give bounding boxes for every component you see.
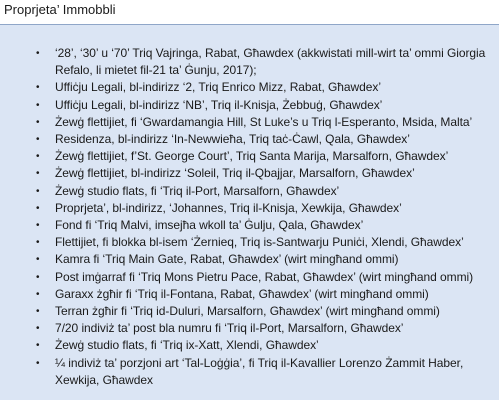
bullet-icon: • [36,323,40,335]
bullet-icon: • [36,185,40,197]
property-item-text: ¼ indiviż ta’ porzjoni art ‘Tal-Loġġia’, fi Triq il-Kavallier Lorenzo Żammit Haber, Xewkija, Għawdex [55,355,464,387]
property-list-item [36,79,492,96]
property-list-item [36,251,492,268]
bullet-icon: • [36,306,40,318]
bullet-icon: • [36,202,40,214]
property-item-text: Żewġ flettijiet, bl-indirizz ‘Soleil, Triq il-Qbajjar, Marsalforn, Għawdex’ [55,166,415,181]
property-item-text: Uffiċju Legali, bl-indirizz ‘NB’, Triq il-Knisja, Żebbuġ, Għawdex’ [55,97,383,112]
property-item-text: 7/20 indiviż ta’ post bla numru fi ‘Triq il-Port, Marsalforn, Għawdex’ [55,321,404,336]
property-item-text: Fond fi ‘Triq Malvi, imsejħa wkoll ta’ Ġulju, Qala, Għawdex’ [55,218,364,233]
property-list-item [36,165,492,182]
property-list-item [36,286,492,303]
property-list-item [36,269,492,286]
property-list-item [36,320,492,337]
bullet-icon: • [36,82,40,94]
bullet-icon: • [36,168,40,180]
property-item-text: Flettijiet, fi blokka bl-isem ‘Żernieq, Triq is-Santwarju Puniċi, Xlendi, Għawdex’ [55,235,464,250]
bullet-icon: • [36,48,40,59]
bullet-icon: • [36,134,40,146]
bullet-icon: • [36,99,40,111]
property-list [36,45,492,389]
property-list-item [36,200,492,217]
bullet-icon: • [36,220,40,232]
property-item-text: Residenza, bl-indirizz ‘In-Newwieħa, Triq taċ-Ċawl, Qala, Għawdex’ [55,132,410,147]
section-title: Proprjeta’ Immobbli [4,2,116,17]
property-list-item [36,183,492,200]
bullet-icon: • [36,151,40,163]
property-list-item [36,217,492,234]
property-item-text: Kamra fi ‘Triq Main Gate, Rabat, Għawdex’ (wirt mingħand ommi) [55,252,399,267]
bullet-icon: • [36,357,40,369]
property-item-text: Uffiċju Legali, bl-indirizz ‘2, Triq Enrico Mizz, Rabat, Għawdex’ [55,80,381,95]
bullet-icon: • [36,340,40,352]
property-item-text: Żewġ flettijiet, f’St. George Court’, Triq Santa Marija, Marsalforn, Għawdex’ [55,149,449,164]
property-list-item [36,131,492,148]
property-list-item [36,148,492,165]
property-list-item [36,234,492,251]
bullet-icon: • [36,271,40,283]
property-list-item [36,97,492,114]
property-list-item [36,45,492,79]
property-list-box [0,24,499,400]
property-item-text: Terran żgħir fi ‘Triq id-Duluri, Marsalforn, Għawdex’ (wirt mingħand ommi) [55,304,440,319]
property-list-item [36,355,492,389]
property-list-item [36,303,492,320]
property-item-text: Żewġ flettijiet, fi ‘Gwardamangia Hill, St Luke’s u Triq l-Esperanto, Msida, Malta’ [55,114,473,129]
property-item-text: Żewġ studio flats, fi ‘Triq il-Port, Marsalforn, Għawdex’ [55,183,340,198]
property-item-text: Post imġarraf fi ‘Triq Mons Pietru Pace, Rabat, Għawdex’ (wirt mingħand ommi) [55,269,474,284]
property-item-text: Garaxx żgħir fi ‘Triq il-Fontana, Rabat, Għawdex’ (wirt mingħand ommi) [55,286,429,301]
bullet-icon: • [36,254,40,266]
property-item-text: Żewġ studio flats, fi ‘Triq ix-Xatt, Xlendi, Għawdex’ [55,338,319,353]
property-item-text: ‘28’, ‘30’ u ‘70’ Triq Vajringa, Rabat, Għawdex (akkwistati mill-wirt ta’ ommi Giorgia Refalo, li mietet fil-21 ta’ Ġunju, 2017); [55,46,486,78]
bullet-icon: • [36,288,40,300]
bullet-icon: • [36,237,40,249]
property-list-item [36,114,492,131]
bullet-icon: • [36,116,40,128]
property-list-item [36,337,492,354]
property-item-text: Proprjeta’, bl-indirizz, ‘Johannes, Triq il-Knisja, Xewkija, Għawdex’ [55,200,402,215]
